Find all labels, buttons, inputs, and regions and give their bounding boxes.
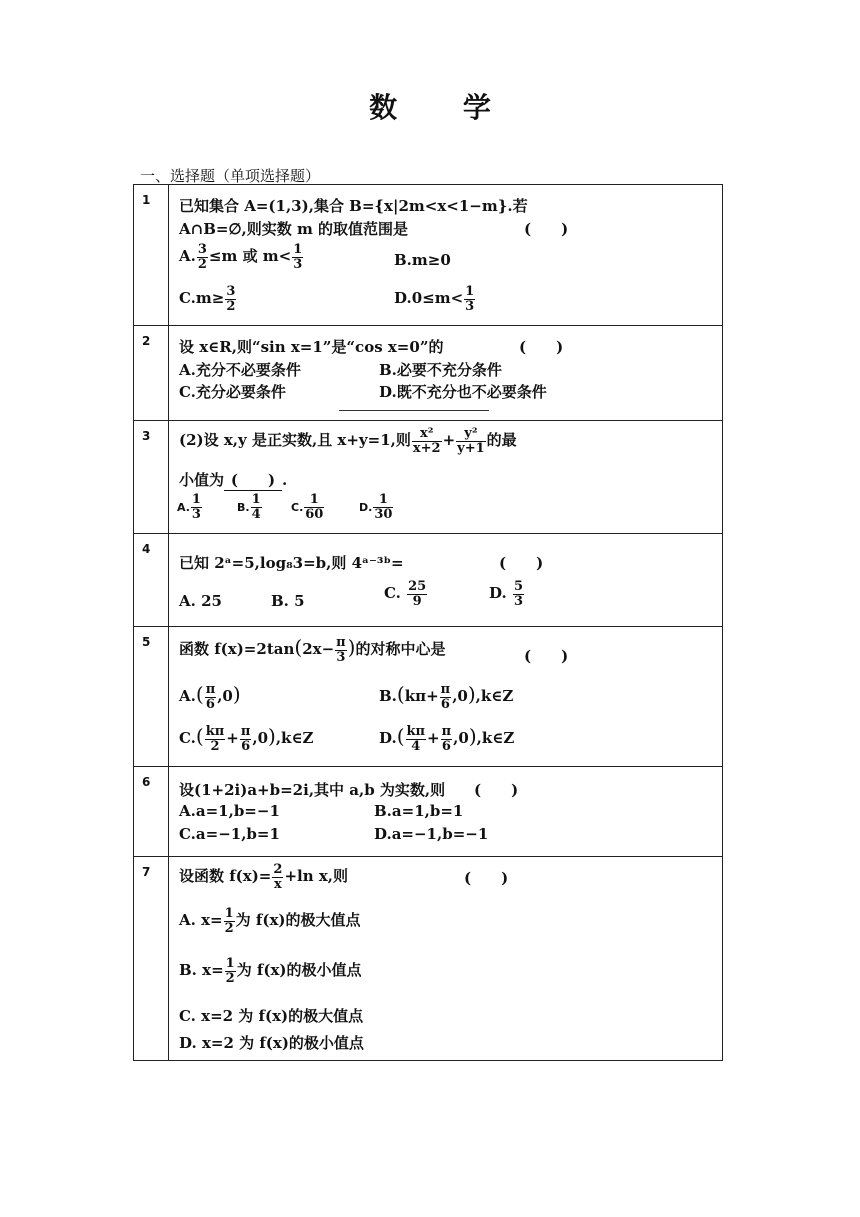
question-content xyxy=(179,326,716,420)
option-c[interactable]: C.充分必要条件 xyxy=(179,383,286,401)
option-c[interactable]: C. x=2 为 f(x)的极大值点 xyxy=(179,1007,364,1025)
fraction: $\frac{1}{3}$ xyxy=(191,492,201,522)
fraction: $\frac{1}{4}$ xyxy=(251,492,261,522)
option-d[interactable]: D. x=2 为 f(x)的极小值点 xyxy=(179,1034,364,1052)
fraction: $\frac{k\pi}{4}$ xyxy=(406,723,426,754)
option-a[interactable]: A. $\frac{3}{2}$ ≤m 或 m< $\frac{1}{3}$ xyxy=(179,242,303,272)
fraction: $\frac{\text{y²}}{y+1}$ xyxy=(457,426,485,456)
option-d[interactable]: D. $\frac{5}{3}$ xyxy=(489,579,523,609)
fraction: $\frac{1}{2}$ xyxy=(225,956,235,986)
question-content xyxy=(179,857,716,1060)
option-b[interactable]: B.a=1,b=1 xyxy=(374,802,464,820)
fraction: $\frac{\pi}{6}$ xyxy=(205,681,216,712)
question-number: 1 xyxy=(142,193,151,207)
answer-parentheses: ( ) xyxy=(499,554,544,572)
question-stem: 设(1+2i)a+b=2i,其中 a,b 为实数,则 xyxy=(179,781,446,799)
option-c[interactable]: C.m≥ $\frac{3}{2}$ xyxy=(179,284,236,314)
option-d[interactable]: D.( $\frac{k\pi}{4}$ + $\frac{\pi}{6}$ ,0),k∈Z xyxy=(379,723,515,754)
option-c[interactable]: C. $\frac{25}{9}$ xyxy=(384,579,427,609)
fraction: $\frac{1}{3}$ xyxy=(293,242,303,272)
question-content xyxy=(179,421,716,533)
option-a[interactable]: A.a=1,b=−1 xyxy=(179,802,280,820)
question-stem: 设 x∈R,则“sin x=1”是“cos x=0”的 xyxy=(179,338,444,356)
option-a[interactable]: A. 25 xyxy=(179,592,222,610)
option-b[interactable]: B.(kπ+ $\frac{\pi}{6}$ ,0),k∈Z xyxy=(379,681,514,712)
option-a[interactable]: A. $\frac{1}{3}$ xyxy=(177,492,201,522)
question-number: 5 xyxy=(142,635,151,649)
fraction: $\frac{k\pi}{2}$ xyxy=(205,723,225,754)
question-number: 2 xyxy=(142,334,151,348)
fraction: $\frac{1}{3}$ xyxy=(465,284,475,314)
answer-parentheses: ( ) xyxy=(474,781,519,799)
question-row-6 xyxy=(134,767,722,857)
option-d[interactable]: D.a=−1,b=−1 xyxy=(374,825,489,843)
fraction: $\frac{\pi}{6}$ xyxy=(441,723,452,754)
option-b[interactable]: B.m≥0 xyxy=(394,251,451,269)
answer-parentheses: ( ) xyxy=(519,338,564,356)
question-content xyxy=(179,534,716,626)
question-number: 4 xyxy=(142,542,151,556)
question-stem: 函数 f(x)=2tan(2x− $\frac{\pi}{3}$ )的对称中心是 xyxy=(179,634,446,665)
option-d[interactable]: D. $\frac{1}{30}$ xyxy=(359,492,393,522)
fraction: $\frac{1}{2}$ xyxy=(224,906,234,936)
question-number: 6 xyxy=(142,775,151,789)
question-stem: (2)设 x,y 是正实数,且 x+y=1,则 $\frac{\text{x²}}{x+2}$ + $\frac{\text{y²}}{y+1}$ 的最 xyxy=(179,426,517,456)
fraction: $\frac{5}{3}$ xyxy=(513,579,523,609)
fraction: $\frac{\pi}{6}$ xyxy=(240,723,251,754)
page-title: 数 学 xyxy=(369,91,519,124)
question-stem: A∩B=∅,则实数 m 的取值范围是 xyxy=(179,220,409,238)
fraction: $\frac{3}{2}$ xyxy=(226,284,236,314)
answer-parentheses: ( ) xyxy=(524,647,569,665)
question-row-2 xyxy=(134,326,722,421)
fraction: $\frac{2}{x}$ xyxy=(273,862,283,892)
question-content xyxy=(179,627,716,766)
question-table xyxy=(133,184,723,1061)
option-c[interactable]: C. $\frac{1}{60}$ xyxy=(291,492,324,522)
question-row-3 xyxy=(134,421,722,534)
question-number: 7 xyxy=(142,865,151,879)
fraction: $\frac{1}{60}$ xyxy=(305,492,324,522)
option-c[interactable]: C.a=−1,b=1 xyxy=(179,825,280,843)
option-a[interactable]: A.( $\frac{\pi}{6}$ ,0) xyxy=(179,681,241,712)
question-row-4 xyxy=(134,534,722,627)
question-stem: 已知 2ᵃ=5,log₈3=b,则 4ᵃ⁻³ᵇ= xyxy=(179,554,404,572)
option-a[interactable]: A. x= $\frac{1}{2}$ 为 f(x)的极大值点 xyxy=(179,906,361,936)
answer-parentheses: ( ) xyxy=(524,220,569,238)
question-content xyxy=(179,185,716,325)
fraction: $\frac{25}{9}$ xyxy=(408,579,427,609)
option-b[interactable]: B. x= $\frac{1}{2}$ 为 f(x)的极小值点 xyxy=(179,956,362,986)
question-stem: 设函数 f(x)= $\frac{2}{x}$ +ln x,则 xyxy=(179,862,348,892)
question-stem: 小值为 ( ) . xyxy=(179,471,288,489)
option-b[interactable]: B. $\frac{1}{4}$ xyxy=(237,492,261,522)
question-content xyxy=(179,767,716,856)
question-row-5 xyxy=(134,627,722,767)
answer-parentheses: ( ) xyxy=(464,869,509,887)
fraction: $\frac{3}{2}$ xyxy=(197,242,207,272)
fraction: $\frac{1}{30}$ xyxy=(374,492,393,522)
option-b[interactable]: B. 5 xyxy=(271,592,305,610)
fraction: $\frac{\pi}{3}$ xyxy=(336,634,346,665)
fraction: $\frac{\text{x²}}{x+2}$ xyxy=(412,426,441,456)
option-c[interactable]: C.( $\frac{k\pi}{2}$ + $\frac{\pi}{6}$ ,0),k∈Z xyxy=(179,723,314,754)
question-row-1 xyxy=(134,185,722,326)
answer-blank[interactable]: ( ) xyxy=(224,469,282,491)
question-stem: 已知集合 A=(1,3),集合 B={x|2m<x<1−m}.若 xyxy=(179,197,528,215)
option-b[interactable]: B.必要不充分条件 xyxy=(379,361,502,379)
question-number: 3 xyxy=(142,429,151,443)
section-heading: 一、选择题（单项选择题） xyxy=(140,167,321,185)
option-d[interactable]: D.0≤m< $\frac{1}{3}$ xyxy=(394,284,475,314)
question-row-7 xyxy=(134,857,722,1060)
divider-line xyxy=(339,410,489,411)
option-a[interactable]: A.充分不必要条件 xyxy=(179,361,301,379)
fraction: $\frac{\pi}{6}$ xyxy=(440,681,451,712)
option-d[interactable]: D.既不充分也不必要条件 xyxy=(379,383,547,401)
